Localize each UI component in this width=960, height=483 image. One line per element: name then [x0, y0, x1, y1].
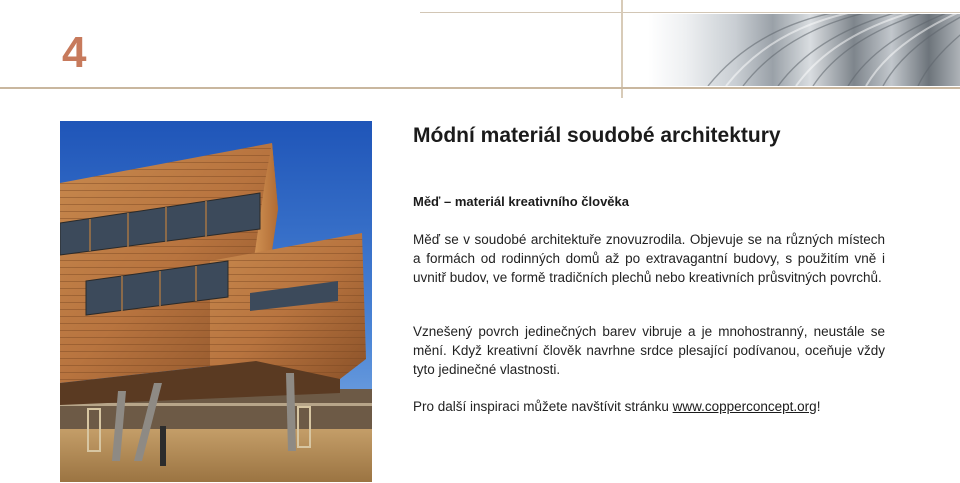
article-title: Módní materiál soudobé architektury: [413, 124, 781, 147]
paragraph-3-suffix: !: [816, 399, 821, 414]
header-bottom-rule: [0, 87, 960, 89]
header-top-rule: [420, 12, 960, 13]
paragraph-2: Vznešený povrch jedinečných barev vibruje a je mnohostranný, neustále se mění. Když kreativní člověk navrhne srdce plesající podívanou, oceňuje vždy tyto jedinečné vlastnosti.: [413, 324, 885, 377]
article-subtitle: Měď – materiál kreativního člověka: [413, 194, 629, 209]
page-number: 4: [62, 28, 87, 77]
paragraph-1: Měď se v soudobé architektuře znovuzrodila. Objevuje se na různých místech a formách od rodinných domů až po extravagantní budovy, s použitím vně i uvnitř budov, ve formě tradičních plechů nebo kreativních průsvitných povrchů.: [413, 232, 885, 285]
paragraph-3-text: Pro další inspiraci můžete navštívit stránku: [413, 399, 673, 414]
copperconcept-link[interactable]: www.copperconcept.org: [672, 399, 817, 414]
paragraph-3: [413, 397, 885, 416]
header-vertical-rule: [621, 0, 623, 98]
metal-roof-banner-image: [648, 14, 960, 86]
copper-building-photo: [60, 121, 372, 482]
